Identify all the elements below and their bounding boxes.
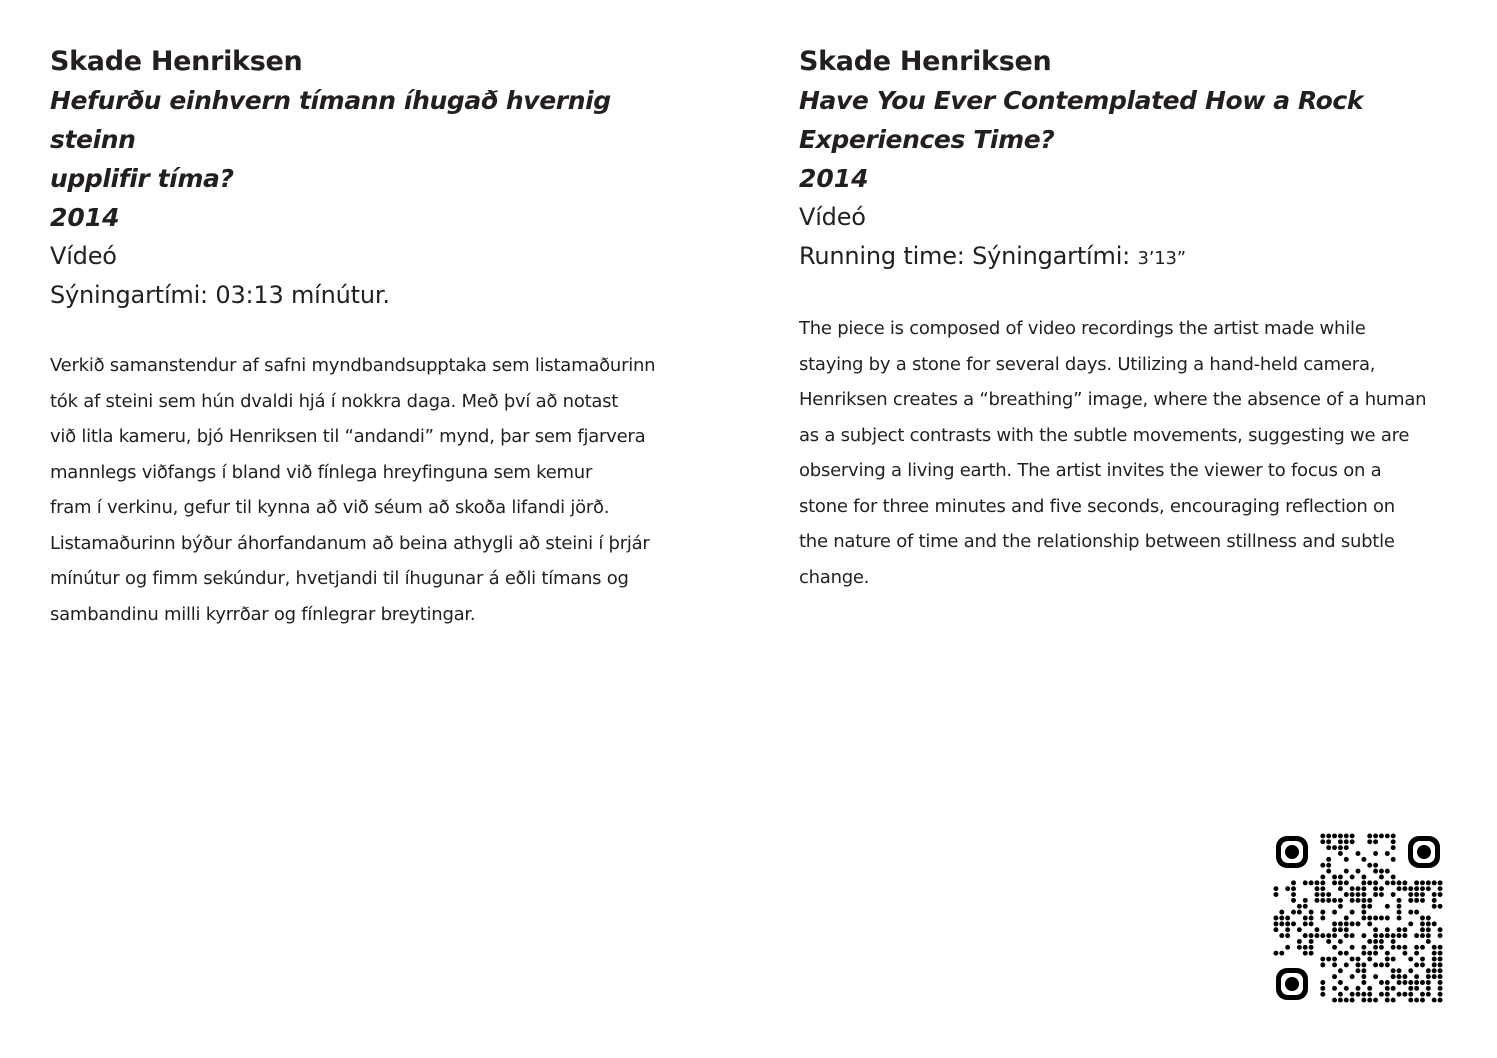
description-is — [50, 348, 740, 632]
description-line: við litla kameru, bjó Henriksen til “andandi” mynd, þar sem fjarvera — [50, 426, 646, 447]
description-line: as a subject contrasts with the subtle movements, suggesting we are — [799, 424, 1410, 446]
title-line-2-is: upplifir tíma? — [50, 164, 234, 193]
description-line: Henriksen creates a “breathing” image, where the absence of a human — [799, 389, 1427, 410]
runtime-label-en: Running time: Sýningartími: — [799, 242, 1138, 270]
artist-name-en: Skade Henriksen — [799, 46, 1052, 77]
title-line-2-en: Experiences Time? — [799, 125, 1055, 154]
artist-name-is: Skade Henriksen — [50, 46, 303, 77]
runtime-is: Sýningartími: 03:13 mínútur. — [50, 281, 390, 309]
description-line: fram í verkinu, gefur til kynna að við séum að skoða lifandi jörð. — [50, 497, 610, 518]
runtime-en — [799, 237, 1459, 278]
year-en: 2014 — [799, 164, 869, 193]
medium-en: Vídeó — [799, 203, 866, 231]
runtime-value-en: 3’13” — [1137, 248, 1186, 269]
description-line: The piece is composed of video recordings the artist made while — [799, 318, 1366, 339]
year-is: 2014 — [50, 203, 120, 232]
title-line-1-is: Hefurðu einhvern tímann íhugað hvernig steinn — [50, 86, 611, 154]
description-line: Verkið samanstendur af safni myndbandsupptaka sem listamaðurinn — [50, 355, 656, 376]
description-line: observing a living earth. The artist invites the viewer to focus on a — [799, 460, 1382, 481]
description-line: mannlegs viðfangs í bland við fínlega hreyfinguna sem kemur — [50, 461, 593, 483]
artwork-title-is — [50, 81, 650, 198]
description-line: mínútur og fimm sekúndur, hvetjandi til íhugunar á eðli tímans og — [50, 568, 629, 589]
description-line: sambandinu milli kyrrðar og fínlegrar breytingar. — [50, 603, 476, 625]
description-line: stone for three minutes and five seconds, encouraging reflection on — [799, 495, 1395, 517]
description-en — [799, 311, 1459, 595]
artwork-title-en — [799, 81, 1399, 159]
description-line: tók af steini sem hún dvaldi hjá í nokkra daga. Með því að notast — [50, 390, 619, 412]
medium-is: Vídeó — [50, 242, 117, 270]
title-line-1-en: Have You Ever Contemplated How a Rock — [799, 86, 1364, 115]
english-label — [799, 42, 1459, 595]
description-line: Listamaðurinn býður áhorfandanum að beina athygli að steini í þrjár — [50, 532, 650, 554]
description-line: change. — [799, 566, 870, 588]
qr-code-icon[interactable] — [1273, 833, 1443, 1003]
description-line: the nature of time and the relationship between stillness and subtle — [799, 531, 1395, 552]
description-line: staying by a stone for several days. Utilizing a hand-held camera, — [799, 353, 1376, 375]
icelandic-label — [50, 42, 740, 632]
